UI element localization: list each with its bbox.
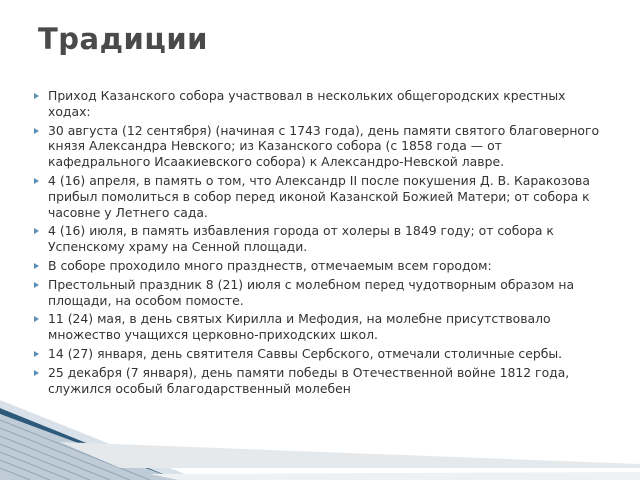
list-item-text: 4 (16) апреля, в память о том, что Александр II после покушения Д. В. Каракозова прибыл помолиться в собор перед иконой Казанской Божией Матери; от собора к часовне у Летнего сада. [48, 172, 590, 220]
bullet-arrow-icon [34, 351, 39, 357]
list-item-text: 11 (24) мая, в день святых Кирилла и Мефодия, на молебне присутствовало множество учащихся церковно-приходских школ. [48, 311, 551, 343]
swoosh-bottom-band [150, 472, 640, 480]
list-item-text: 4 (16) июля, в память избавления города от холеры в 1849 году; от собора к Успенскому храму на Сенной площади. [48, 223, 554, 255]
list-item [34, 346, 606, 362]
bullet-arrow-icon [34, 370, 39, 376]
list-item [34, 223, 606, 255]
bullet-arrow-icon [34, 316, 39, 322]
bullet-arrow-icon [34, 282, 39, 288]
swoosh-shadow-band [60, 442, 640, 468]
list-item-text: 14 (27) января, день святителя Саввы Сербского, отмечали столичные сербы. [48, 345, 563, 361]
list-item-text: 25 декабря (7 января), день памяти победы в Отечественной войне 1812 года, служился особый благодарственный молебен [48, 364, 570, 396]
list-item-text: Приход Казанского собора участвовал в нескольких общегородских крестных ходах: [48, 88, 566, 119]
list-item [34, 311, 606, 343]
list-item [34, 88, 606, 120]
bottom-swoosh-decoration [0, 380, 640, 480]
bullet-arrow-icon [34, 178, 39, 184]
list-item-text: В соборе проходило много празднеств, отмечаемым всем городом: [48, 257, 492, 273]
slide-title: Традиции [38, 22, 208, 56]
bullet-arrow-icon [34, 263, 39, 269]
list-item-text: Престольный праздник 8 (21) июля с молебном перед чудотворным образом на площади, на особом помосте. [48, 276, 575, 308]
bullet-arrow-icon [34, 228, 39, 234]
list-item [34, 277, 606, 309]
bullet-arrow-icon [34, 128, 39, 134]
list-item-text: 30 августа (12 сентября) (начиная с 1743 года), день памяти святого благоверного князя Александра Невского; из Казанского собора (с 1858 года — от кафедрального Исаакиевского собора) к Александро-Невской лавре. [48, 122, 600, 170]
list-item [34, 173, 606, 220]
list-item [34, 123, 606, 170]
list-item [34, 258, 606, 274]
bullet-arrow-icon [34, 93, 39, 99]
bullet-list [34, 88, 606, 399]
